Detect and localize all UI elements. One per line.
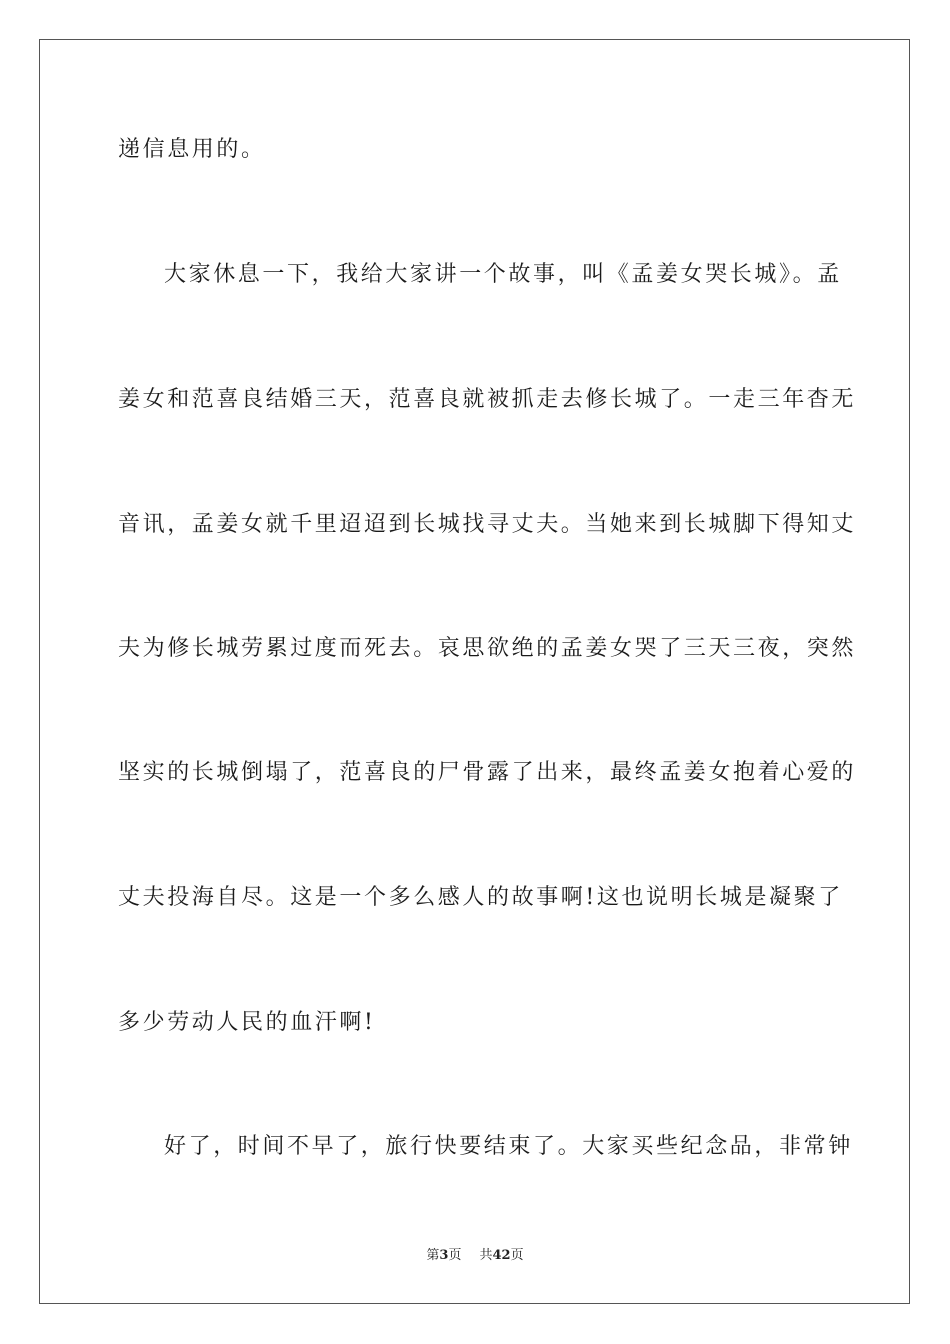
paragraph-start-line: 大家休息一下，我给大家讲一个故事，叫《孟姜女哭长城》。孟 [164,262,842,287]
text-line: 姜女和范喜良结婚三天，范喜良就被抓走去修长城了。一走三年杳无 [118,387,857,412]
page-number: 3 [439,1248,449,1263]
total-pages: 42 [492,1248,511,1263]
total-suffix: 页 [510,1248,524,1263]
page-prefix: 第 [426,1248,440,1263]
page-border [39,39,910,1304]
paragraph-start-line: 好了，时间不早了，旅行快要结束了。大家买些纪念品，非常钟 [164,1134,853,1159]
text-line: 夫为修长城劳累过度而死去。哀思欲绝的孟姜女哭了三天三夜，突然 [118,636,857,661]
total-prefix: 共 [479,1248,493,1263]
text-line: 丈夫投海自尽。这是一个多么感人的故事啊!这也说明长城是凝聚了 [118,885,843,910]
text-line: 递信息用的。 [118,137,266,162]
text-line: 多少劳动人民的血汗啊! [118,1010,376,1035]
page-footer [0,1247,950,1265]
text-line: 音讯，孟姜女就千里迢迢到长城找寻丈夫。当她来到长城脚下得知丈 [118,512,857,537]
text-line: 坚实的长城倒塌了，范喜良的尸骨露了出来，最终孟姜女抱着心爱的 [118,760,857,785]
page-suffix: 页 [448,1248,462,1263]
